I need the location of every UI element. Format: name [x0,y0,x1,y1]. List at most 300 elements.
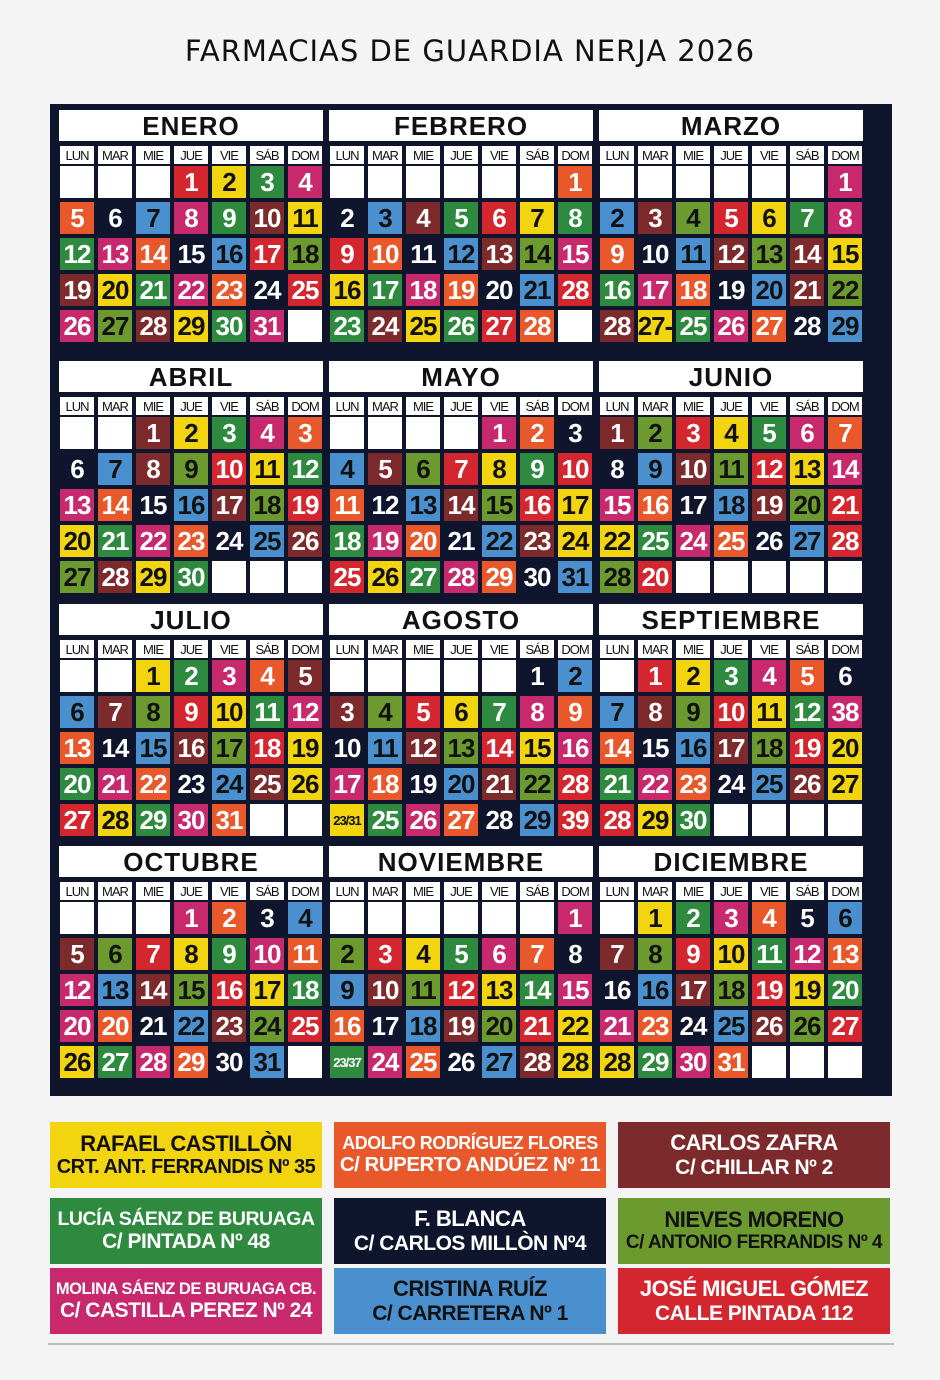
day-cell: 27 [482,1046,516,1078]
pharmacy-address: C/ RUPERTO ANDÚEZ Nº 11 [339,1152,601,1176]
day-cell: 20 [828,732,862,764]
day-cell: 20 [98,1010,132,1042]
day-cell: 17 [676,489,710,521]
day-cell: 26 [288,525,322,557]
day-cell: 7 [98,696,132,728]
day-cell: 2 [330,202,364,234]
empty-day-cell [714,166,748,198]
weekday-label: LUN [600,882,634,900]
day-cell: 17 [212,732,246,764]
day-cell: 28 [520,1046,554,1078]
day-cell: 28 [790,310,824,342]
weekday-label: SÁB [250,146,284,164]
day-cell: 6 [482,202,516,234]
weekday-label: JUE [174,146,208,164]
weekday-label: VIE [752,397,786,415]
day-cell: 15 [520,732,554,764]
day-cell: 20 [482,274,516,306]
empty-day-cell [288,1046,322,1078]
empty-day-cell [288,310,322,342]
empty-day-cell [676,166,710,198]
weekday-label: JUE [444,146,478,164]
day-cell: 4 [406,938,440,970]
empty-day-cell [368,166,402,198]
day-cell: 8 [558,938,592,970]
weekday-label: JUE [444,640,478,658]
day-cell: 10 [250,938,284,970]
day-cell: 11 [406,974,440,1006]
weekday-label: MAR [638,397,672,415]
day-cell: 27 [60,804,94,836]
weekday-label: SÁB [790,640,824,658]
weekday-label: MIE [406,146,440,164]
day-cell: 11 [288,938,322,970]
day-cell: 6 [60,696,94,728]
weekday-label: MAR [98,397,132,415]
day-cell: 10 [212,696,246,728]
weekday-label: LUN [60,146,94,164]
weekday-label: MIE [136,397,170,415]
day-grid [330,417,593,593]
day-cell: 12 [60,974,94,1006]
day-cell: 12 [714,238,748,270]
pharmacy-card [334,1122,606,1188]
month-title: ENERO [59,110,323,141]
day-cell: 7 [600,938,634,970]
day-cell: 25 [288,274,322,306]
day-cell: 1 [174,902,208,934]
day-cell: 29 [482,561,516,593]
day-cell: 9 [520,453,554,485]
weekday-label: JUE [714,640,748,658]
day-cell: 14 [98,732,132,764]
day-cell: 7 [520,202,554,234]
day-cell: 24 [212,525,246,557]
day-cell: 10 [676,453,710,485]
day-cell: 22 [638,768,672,800]
day-cell: 13 [60,489,94,521]
day-cell: 19 [288,732,322,764]
weekday-label: LUN [330,146,364,164]
day-cell: 18 [406,274,440,306]
day-cell: 25 [250,768,284,800]
month-title: NOVIEMBRE [329,846,593,877]
day-cell: 29 [174,310,208,342]
day-cell: 6 [828,660,862,692]
day-cell: 6 [98,938,132,970]
day-cell: 5 [790,660,824,692]
weekday-label: DOM [828,882,862,900]
day-cell: 20 [790,489,824,521]
day-cell: 10 [714,938,748,970]
day-cell: 3 [212,417,246,449]
day-cell: 30 [520,561,554,593]
empty-day-cell [60,660,94,692]
day-cell: 8 [558,202,592,234]
day-cell: 2 [212,902,246,934]
day-cell: 25 [330,561,364,593]
day-cell: 21 [136,274,170,306]
day-cell: 25 [406,310,440,342]
day-cell: 21 [98,768,132,800]
day-cell: 2 [558,660,592,692]
day-cell: 9 [600,238,634,270]
weekday-label: MIE [136,882,170,900]
empty-day-cell [368,902,402,934]
day-grid [330,166,593,342]
day-cell: 6 [828,902,862,934]
day-cell: 28 [444,561,478,593]
day-cell: 24 [212,768,246,800]
day-cell: 13 [790,453,824,485]
day-cell: 27 [828,768,862,800]
day-cell: 15 [600,489,634,521]
day-cell: 29 [638,804,672,836]
day-cell: 16 [212,974,246,1006]
day-cell: 16 [330,274,364,306]
day-cell: 22 [174,1010,208,1042]
day-cell: 26 [406,804,440,836]
weekday-label: LUN [60,882,94,900]
empty-day-cell [600,660,634,692]
weekday-header [330,146,593,164]
day-cell: 28 [600,804,634,836]
day-cell: 13 [482,238,516,270]
day-cell: 5 [714,202,748,234]
day-cell: 5 [60,938,94,970]
day-cell: 11 [288,202,322,234]
day-cell: 24 [676,1010,710,1042]
empty-day-cell [714,804,748,836]
weekday-label: JUE [714,882,748,900]
day-cell: 12 [790,696,824,728]
empty-day-cell [368,660,402,692]
day-cell: 12 [790,938,824,970]
day-cell: 15 [558,238,592,270]
day-cell: 9 [558,696,592,728]
empty-day-cell [444,660,478,692]
day-cell: 14 [482,732,516,764]
day-cell: 9 [174,696,208,728]
day-cell: 20 [60,768,94,800]
weekday-label: DOM [288,146,322,164]
day-cell: 9 [212,938,246,970]
day-grid [600,902,863,1078]
day-cell: 20 [444,768,478,800]
day-cell: 3 [368,938,402,970]
day-cell: 4 [330,453,364,485]
empty-day-cell [828,804,862,836]
day-cell: 25 [752,768,786,800]
day-cell: 18 [752,732,786,764]
day-cell: 14 [136,974,170,1006]
day-cell: 3 [638,202,672,234]
weekday-header [330,882,593,900]
day-cell: 27 [752,310,786,342]
empty-day-cell [482,902,516,934]
weekday-label: LUN [330,640,364,658]
day-cell: 19 [752,974,786,1006]
day-cell: 25 [406,1046,440,1078]
pharmacy-card [50,1122,322,1188]
day-cell: 6 [482,938,516,970]
day-cell: 9 [638,453,672,485]
day-cell: 11 [250,453,284,485]
day-grid [600,417,863,593]
empty-day-cell [444,417,478,449]
weekday-label: DOM [558,146,592,164]
day-cell: 7 [828,417,862,449]
day-cell: 8 [828,202,862,234]
day-cell: 18 [288,238,322,270]
empty-day-cell [288,804,322,836]
weekday-label: SÁB [790,397,824,415]
empty-day-cell [136,166,170,198]
day-grid [330,902,593,1078]
day-cell: 8 [638,938,672,970]
day-cell: 18 [330,525,364,557]
weekday-label: DOM [828,146,862,164]
weekday-label: SÁB [520,640,554,658]
empty-day-cell [752,1046,786,1078]
day-cell: 1 [136,660,170,692]
day-cell: 28 [600,310,634,342]
day-cell: 21 [520,274,554,306]
day-cell: 8 [638,696,672,728]
day-cell: 14 [520,238,554,270]
month-noviembre [329,846,593,1082]
day-cell: 7 [98,453,132,485]
pharmacy-address: C/ PINTADA Nº 48 [102,1230,270,1254]
pharmacy-name: MOLINA SÁENZ DE BURUAGA CB. [55,1280,317,1299]
day-cell: 23/37 [330,1046,364,1078]
empty-day-cell [790,166,824,198]
month-octubre [59,846,323,1082]
day-cell: 21 [790,274,824,306]
day-cell: 19 [790,974,824,1006]
day-cell: 22 [600,525,634,557]
day-cell: 15 [174,238,208,270]
day-cell: 10 [368,974,402,1006]
day-cell: 24 [558,525,592,557]
day-cell: 4 [676,202,710,234]
day-cell: 10 [212,453,246,485]
weekday-label: VIE [752,146,786,164]
empty-day-cell [368,417,402,449]
day-cell: 28 [98,561,132,593]
empty-day-cell [714,561,748,593]
weekday-label: MAR [368,397,402,415]
weekday-label: VIE [752,882,786,900]
day-cell: 4 [288,166,322,198]
month-diciembre [599,846,863,1082]
month-julio [59,604,323,840]
empty-day-cell [330,902,364,934]
pharmacy-card [618,1268,890,1334]
day-cell: 28 [520,310,554,342]
day-cell: 12 [60,238,94,270]
day-cell: 18 [406,1010,440,1042]
day-cell: 19 [752,489,786,521]
day-cell: 26 [790,1010,824,1042]
day-cell: 25 [676,310,710,342]
day-cell: 3 [250,902,284,934]
weekday-label: JUE [174,882,208,900]
day-cell: 30 [212,310,246,342]
day-cell: 19 [714,274,748,306]
day-cell: 28 [828,525,862,557]
month-title: AGOSTO [329,604,593,635]
empty-day-cell [330,417,364,449]
day-cell: 18 [714,974,748,1006]
pharmacy-address: C/ CARRETERA Nº 1 [372,1301,568,1325]
day-cell: 20 [60,1010,94,1042]
day-cell: 23 [520,525,554,557]
weekday-label: LUN [600,640,634,658]
day-cell: 7 [790,202,824,234]
month-title: JUNIO [599,361,863,392]
empty-day-cell [828,1046,862,1078]
pharmacy-name: CRISTINA RUÍZ [392,1276,547,1302]
day-cell: 2 [520,417,554,449]
weekday-label: LUN [60,397,94,415]
pharmacy-address: CRT. ANT. FERRANDIS Nº 35 [56,1156,316,1179]
day-cell: 6 [752,202,786,234]
pharmacy-card [334,1268,606,1334]
day-cell: 27 [444,804,478,836]
weekday-label: MIE [676,882,710,900]
day-cell: 11 [752,938,786,970]
day-cell: 23 [330,310,364,342]
day-cell: 15 [482,489,516,521]
weekday-label: MIE [406,640,440,658]
day-cell: 27 [828,1010,862,1042]
weekday-label: VIE [212,882,246,900]
day-cell: 8 [174,938,208,970]
day-cell: 11 [368,732,402,764]
weekday-header [60,640,323,658]
day-cell: 22 [482,525,516,557]
day-cell: 17 [212,489,246,521]
weekday-label: MAR [638,146,672,164]
day-cell: 3 [714,660,748,692]
day-cell: 14 [790,238,824,270]
day-cell: 12 [444,238,478,270]
day-cell: 24 [676,525,710,557]
day-cell: 31 [250,1046,284,1078]
day-cell: 19 [60,274,94,306]
day-cell: 2 [174,417,208,449]
day-cell: 26 [368,561,402,593]
day-cell: 29 [174,1046,208,1078]
day-cell: 28 [558,274,592,306]
empty-day-cell [60,166,94,198]
day-cell: 10 [714,696,748,728]
day-cell: 1 [638,660,672,692]
weekday-label: SÁB [520,397,554,415]
weekday-header [330,397,593,415]
day-cell: 15 [828,238,862,270]
weekday-label: LUN [600,146,634,164]
day-cell: 27 [482,310,516,342]
day-cell: 13 [444,732,478,764]
day-grid [330,660,593,836]
day-cell: 16 [676,732,710,764]
day-cell: 20 [828,974,862,1006]
day-cell: 15 [136,732,170,764]
day-cell: 26 [60,1046,94,1078]
day-cell: 5 [288,660,322,692]
empty-day-cell [250,561,284,593]
day-cell: 12 [406,732,440,764]
day-cell: 14 [828,453,862,485]
day-cell: 16 [330,1010,364,1042]
day-cell: 26 [714,310,748,342]
month-title: ABRIL [59,361,323,392]
day-cell: 1 [558,902,592,934]
day-cell: 13 [406,489,440,521]
day-cell: 16 [174,732,208,764]
weekday-label: MAR [98,640,132,658]
day-cell: 9 [676,696,710,728]
day-cell: 17 [638,274,672,306]
day-cell: 8 [520,696,554,728]
month-agosto [329,604,593,840]
weekday-header [60,146,323,164]
empty-day-cell [406,166,440,198]
day-cell: 20 [638,561,672,593]
day-cell: 4 [714,417,748,449]
day-cell: 23 [174,768,208,800]
day-cell: 28 [98,804,132,836]
day-cell: 12 [752,453,786,485]
pharmacy-card [618,1122,890,1188]
day-cell: 28 [600,1046,634,1078]
weekday-label: JUE [714,146,748,164]
day-cell: 20 [60,525,94,557]
month-title: DICIEMBRE [599,846,863,877]
day-cell: 29 [520,804,554,836]
day-cell: 6 [60,453,94,485]
weekday-label: VIE [212,397,246,415]
pharmacy-card [618,1198,890,1264]
weekday-label: DOM [288,882,322,900]
day-cell: 17 [676,974,710,1006]
day-cell: 27 [406,561,440,593]
empty-day-cell [330,166,364,198]
weekday-label: SÁB [250,640,284,658]
day-cell: 13 [828,938,862,970]
empty-day-cell [60,902,94,934]
day-cell: 2 [600,202,634,234]
bottom-divider [48,1343,894,1345]
day-cell: 22 [136,768,170,800]
day-cell: 1 [136,417,170,449]
day-cell: 17 [368,1010,402,1042]
pharmacy-name: NIEVES MORENO [664,1207,844,1233]
day-cell: 13 [98,238,132,270]
month-title: MAYO [329,361,593,392]
day-cell: 29 [136,804,170,836]
day-cell: 15 [558,974,592,1006]
day-cell: 23 [676,768,710,800]
pharmacy-card [334,1198,606,1264]
day-cell: 27 [98,1046,132,1078]
day-cell: 9 [330,974,364,1006]
day-cell: 17 [368,274,402,306]
day-cell: 18 [250,489,284,521]
day-cell: 27 [60,561,94,593]
